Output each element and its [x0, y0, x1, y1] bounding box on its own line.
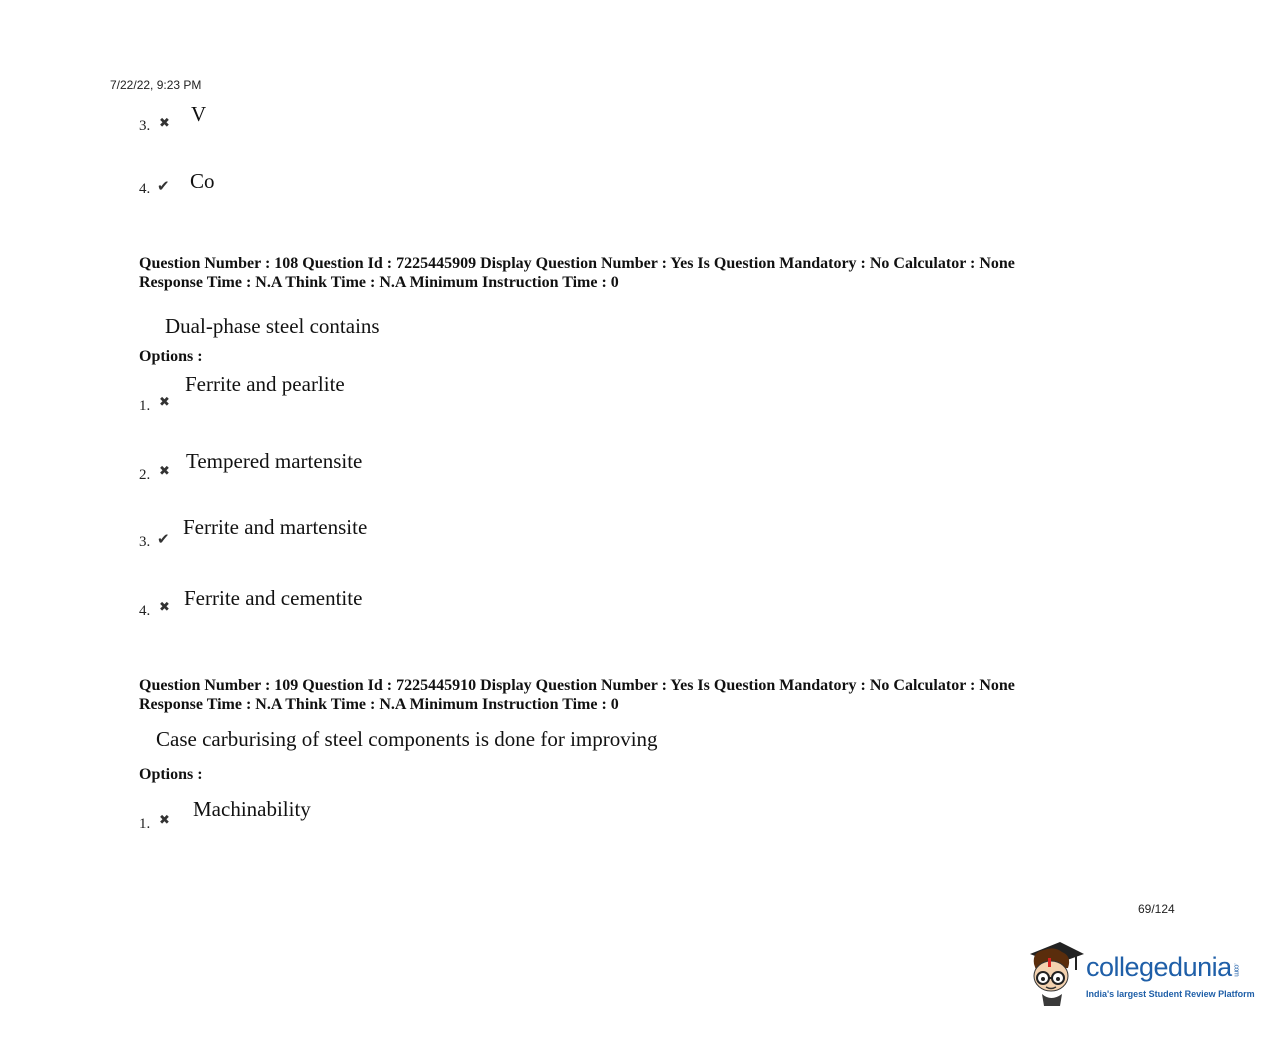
- option-number: 4.: [139, 603, 151, 619]
- logo-tagline: India's largest Student Review Platform: [1086, 989, 1255, 999]
- options-label: Options :: [139, 348, 203, 365]
- option-text: V: [191, 102, 207, 126]
- option-number: 2.: [139, 467, 151, 483]
- wrong-mark-icon: ✖: [159, 813, 170, 828]
- question-meta-line1: Question Number : 109 Question Id : 7225445910 Display Question Number : Yes Is Question Mandatory : No Calculator : None: [139, 677, 1015, 694]
- option-number: 3.: [139, 534, 151, 550]
- wrong-mark-icon: ✖: [159, 116, 170, 131]
- option-number: 1.: [139, 398, 151, 414]
- mascot-icon: [1024, 938, 1086, 1008]
- wrong-mark-icon: ✖: [159, 600, 170, 615]
- question-text: Dual-phase steel contains: [165, 314, 380, 338]
- option-number: 3.: [139, 118, 151, 134]
- option-text: Co: [190, 169, 215, 193]
- correct-check-icon: ✔: [157, 177, 170, 195]
- logo-name: collegedunia: [1086, 952, 1232, 982]
- question-text: Case carburising of steel components is done for improving: [156, 727, 658, 751]
- option-text: Ferrite and martensite: [183, 515, 368, 539]
- option-text: Ferrite and cementite: [184, 586, 363, 610]
- print-timestamp: 7/22/22, 9:23 PM: [110, 78, 202, 92]
- question-meta-line1: Question Number : 108 Question Id : 7225445909 Display Question Number : Yes Is Question Mandatory : No Calculator : None: [139, 255, 1015, 272]
- options-label: Options :: [139, 766, 203, 783]
- logo-suffix: .com: [1232, 962, 1240, 976]
- correct-check-icon: ✔: [157, 530, 170, 548]
- page-number: 69/124: [1138, 902, 1175, 916]
- wrong-mark-icon: ✖: [159, 395, 170, 410]
- option-text: Tempered martensite: [186, 449, 363, 473]
- collegedunia-logo: [1024, 938, 1254, 1010]
- question-meta-line2: Response Time : N.A Think Time : N.A Minimum Instruction Time : 0: [139, 274, 619, 291]
- wrong-mark-icon: ✖: [159, 464, 170, 479]
- question-meta-line2: Response Time : N.A Think Time : N.A Minimum Instruction Time : 0: [139, 696, 619, 713]
- option-text: Machinability: [193, 797, 311, 821]
- option-number: 1.: [139, 816, 151, 832]
- option-text: Ferrite and pearlite: [185, 372, 345, 396]
- option-number: 4.: [139, 181, 151, 197]
